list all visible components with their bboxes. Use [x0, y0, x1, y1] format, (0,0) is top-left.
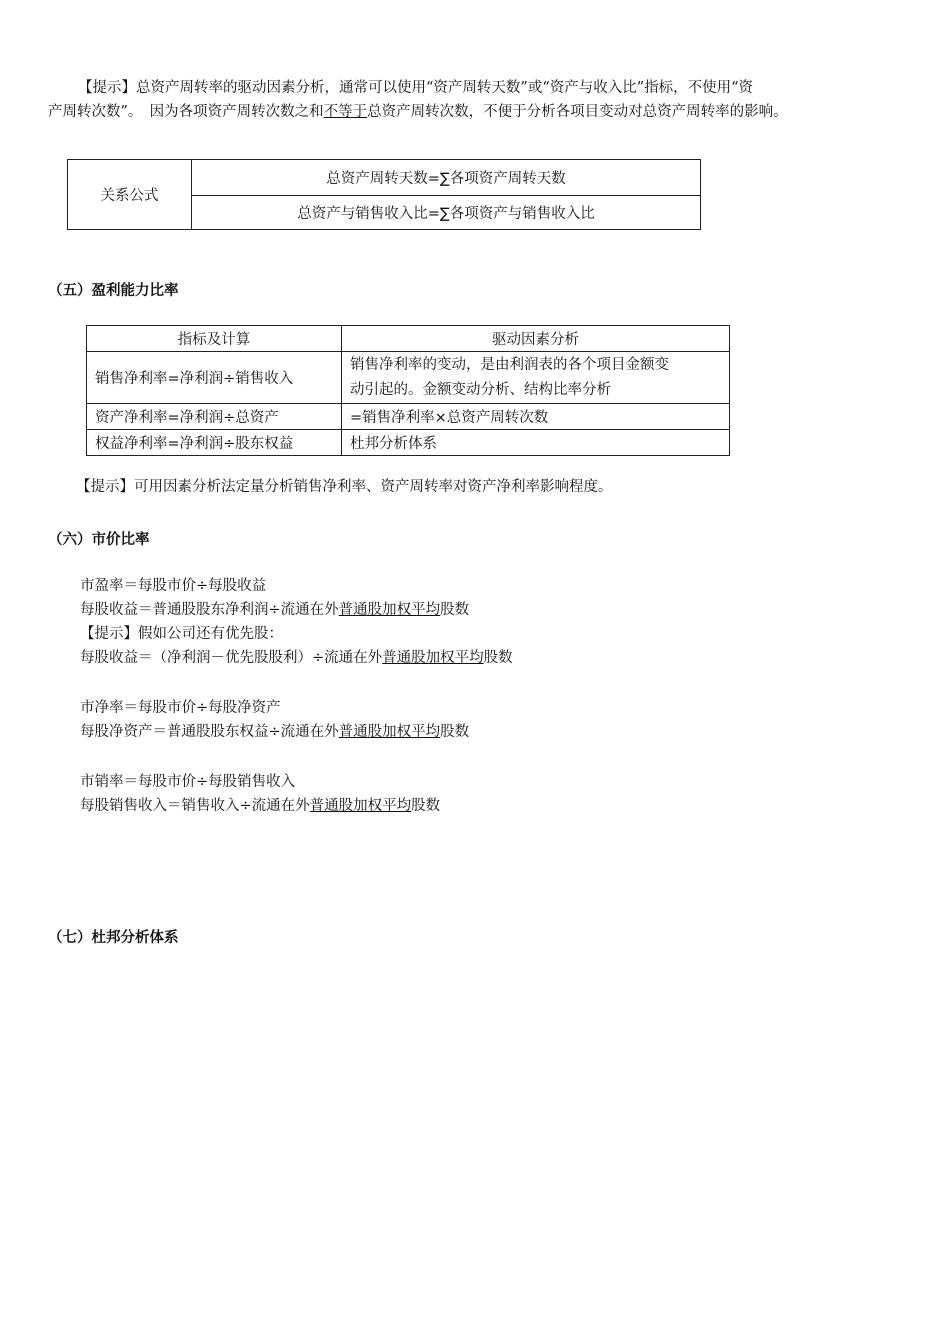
analysis-roe: 杜邦分析体系: [342, 430, 730, 456]
analysis-line: 销售净利率的变动，是由利润表的各个项目金额变: [350, 356, 669, 373]
tip-text: 产周转次数”。 因为各项资产周转次数之和: [48, 104, 324, 120]
analysis-roa: =销售净利率×总资产周转次数: [342, 404, 730, 430]
tip-line-1: 【提示】总资产周转率的驱动因素分析，通常可以使用“资产周转天数”或“资产与收入比”指标，不使用“资: [78, 80, 754, 96]
formula-text: 每股收益＝普通股股东净利润÷流通在外: [80, 602, 339, 618]
relation-formula-label: 关系公式: [68, 160, 192, 230]
eps-preferred-line: [80, 646, 513, 670]
preferred-stock-tip: 【提示】假如公司还有优先股：: [80, 626, 283, 642]
section-title-market-ratios: （六）市价比率: [48, 532, 150, 548]
relation-formula-table: [67, 159, 701, 230]
tip-text: 总资产周转次数，不便于分析各项目变动对总资产周转率的影响。: [367, 104, 788, 120]
metric-roa: 资产净利率=净利润÷总资产: [87, 404, 342, 430]
metric-sales-net-margin: 销售净利率=净利润÷销售收入: [87, 352, 342, 404]
underlined-text: 普通股加权平均: [382, 650, 484, 666]
ps-ratio-line: 市销率＝每股市价÷每股销售收入: [80, 774, 296, 790]
formula-text: 每股销售收入＝销售收入÷流通在外: [80, 798, 310, 814]
pb-ratio-line: 市净率＝每股市价÷每股净资产: [80, 700, 281, 716]
pe-ratio-line: 市盈率＝每股市价÷每股收益: [80, 578, 267, 594]
eps-line: [80, 598, 513, 622]
formula-text: 股数: [440, 724, 470, 740]
formula-asset-sales-ratio: 总资产与销售收入比=∑各项资产与销售收入比: [192, 196, 701, 230]
tip-paragraph-asset-turnover: [48, 76, 918, 124]
metric-roe: 权益净利率=净利润÷股东权益: [87, 430, 342, 456]
formula-text: 股数: [483, 650, 513, 666]
header-metric: 指标及计算: [87, 326, 342, 352]
formula-text: 股数: [440, 602, 470, 618]
underlined-text: 普通股加权平均: [338, 602, 441, 618]
underlined-text: 不等于: [323, 104, 368, 120]
section-title-dupont: （七）杜邦分析体系: [48, 930, 179, 946]
formula-text: 每股收益＝（净利润－优先股股利）÷流通在外: [80, 650, 383, 666]
analysis-line: 动引起的。金额变动分析、结构比率分析: [350, 381, 611, 398]
formula-text: 每股净资产＝普通股股东权益÷流通在外: [80, 724, 339, 740]
tip-paragraph-factor-analysis: 【提示】可用因素分析法定量分析销售净利率、资产周转率对资产净利率影响程度。: [76, 479, 613, 495]
underlined-text: 普通股加权平均: [338, 724, 441, 740]
analysis-sales-net-margin: [342, 352, 730, 404]
profitability-table: [86, 325, 730, 456]
header-driver-analysis: 驱动因素分析: [342, 326, 730, 352]
section-title-profitability: （五）盈利能力比率: [48, 283, 179, 299]
sps-line: [80, 794, 513, 818]
tip-line-2: [48, 100, 918, 124]
formula-turnover-days: 总资产周转天数=∑各项资产周转天数: [192, 160, 701, 196]
formula-text: 股数: [411, 798, 441, 814]
underlined-text: 普通股加权平均: [309, 798, 412, 814]
market-ratio-lines: [80, 574, 513, 818]
bvps-line: [80, 720, 513, 744]
